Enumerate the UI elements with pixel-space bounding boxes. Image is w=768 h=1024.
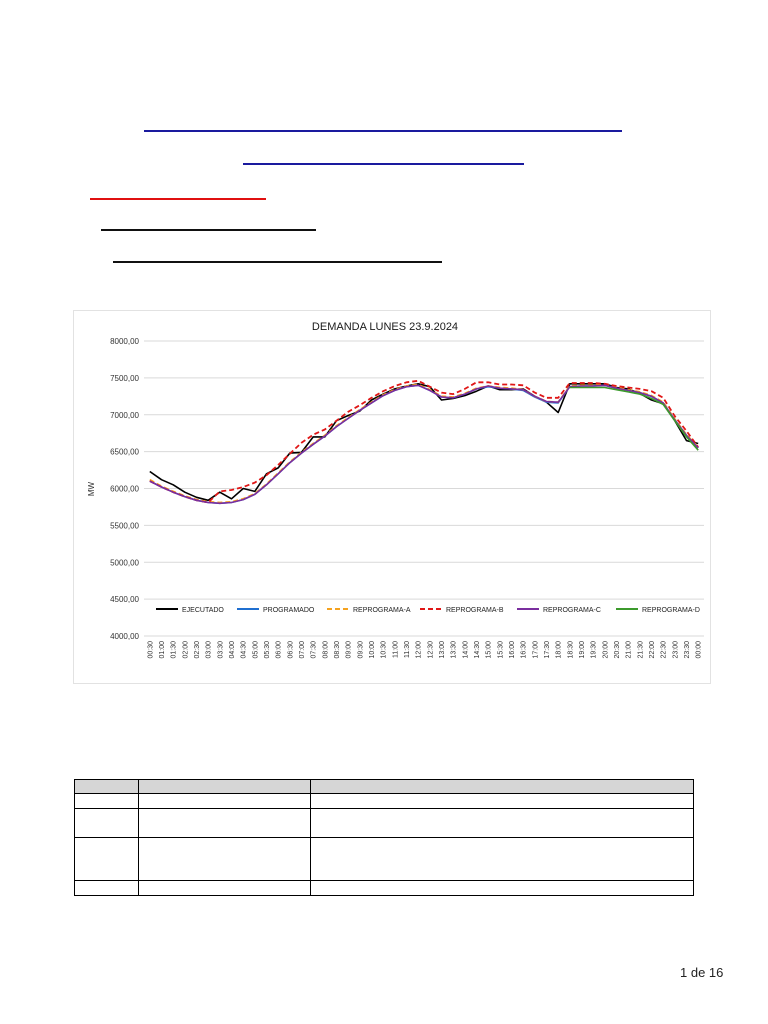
- table-cell: [75, 838, 139, 881]
- x-tick-label: 11:00: [392, 641, 400, 658]
- header-rule-2: [243, 163, 524, 165]
- header-rule-1: [144, 130, 622, 132]
- series-line-reprograma-c: [150, 385, 698, 503]
- y-axis-label: MW: [87, 481, 96, 497]
- header-rule-4: [101, 229, 316, 231]
- demand-chart: [73, 310, 711, 684]
- table-cell: [75, 780, 139, 794]
- series-layer: [150, 381, 698, 504]
- legend: [156, 607, 700, 614]
- x-tick-label: 10:30: [380, 641, 388, 659]
- x-tick-label: 03:30: [217, 641, 225, 659]
- x-tick-label: 10:00: [369, 641, 376, 659]
- x-tick-label: 22:00: [649, 641, 656, 659]
- y-tick-label: 7500,00: [110, 373, 139, 383]
- x-axis-ticks: [147, 641, 702, 659]
- x-tick-label: 23:30: [684, 641, 691, 659]
- legend-label: REPROGRAMA-D: [642, 607, 700, 614]
- x-tick-label: 01:00: [159, 641, 166, 659]
- x-tick-label: 21:30: [637, 641, 645, 659]
- header-rule-3: [90, 198, 266, 200]
- series-line-programado: [150, 385, 698, 503]
- x-tick-label: 05:00: [252, 641, 260, 659]
- y-tick-label: 5000,00: [110, 558, 139, 568]
- y-tick-label: 4500,00: [110, 595, 139, 605]
- table-cell: [75, 809, 139, 838]
- x-tick-label: 19:00: [579, 641, 586, 659]
- table-cell: [139, 881, 311, 896]
- x-tick-label: 08:00: [322, 641, 330, 659]
- table-cell: [311, 780, 694, 794]
- x-tick-label: 17:30: [544, 641, 551, 659]
- y-tick-label: 6500,00: [110, 447, 139, 457]
- x-tick-label: 11:30: [404, 641, 411, 658]
- x-tick-label: 09:00: [345, 641, 353, 659]
- x-tick-label: 12:30: [427, 641, 435, 659]
- header-rule-5: [113, 261, 442, 263]
- series-line-reprograma-b: [150, 381, 698, 503]
- table-cell: [311, 838, 694, 881]
- x-tick-label: 18:00: [555, 641, 563, 659]
- x-tick-label: 03:00: [205, 641, 213, 659]
- table-row: [75, 881, 694, 896]
- table-cell: [311, 881, 694, 896]
- x-tick-label: 13:00: [439, 641, 446, 659]
- x-tick-label: 20:00: [602, 641, 610, 659]
- x-tick-label: 04:00: [229, 641, 236, 659]
- x-tick-label: 21:00: [625, 641, 633, 659]
- y-tick-label: 8000,00: [110, 337, 139, 346]
- table-cell: [75, 881, 139, 896]
- x-tick-label: 04:30: [240, 641, 248, 659]
- y-tick-label: 6000,00: [110, 484, 139, 494]
- page-number: 1 de 16: [680, 965, 724, 980]
- y-axis-ticks: [110, 337, 139, 641]
- x-tick-label: 15:00: [485, 641, 493, 659]
- x-tick-label: 16:00: [509, 641, 516, 659]
- x-tick-label: 14:00: [462, 641, 470, 659]
- info-table: [74, 779, 694, 896]
- series-line-reprograma-a: [150, 385, 698, 503]
- legend-label: EJECUTADO: [182, 607, 224, 614]
- table-cell: [139, 838, 311, 881]
- x-tick-label: 16:30: [520, 641, 528, 659]
- y-tick-label: 5500,00: [110, 521, 139, 531]
- legend-label: REPROGRAMA-B: [446, 607, 504, 614]
- x-tick-label: 05:30: [264, 641, 271, 659]
- demand-chart-svg: [74, 311, 710, 683]
- table-body: [75, 780, 694, 896]
- x-tick-label: 15:30: [497, 641, 505, 659]
- x-tick-label: 19:30: [590, 641, 598, 659]
- x-tick-label: 13:30: [450, 641, 458, 659]
- x-tick-label: 02:00: [182, 641, 190, 659]
- table-cell: [311, 809, 694, 838]
- legend-label: REPROGRAMA-C: [543, 607, 601, 614]
- legend-label: PROGRAMADO: [263, 607, 315, 614]
- table-row: [75, 794, 694, 809]
- x-tick-label: 01:30: [170, 641, 178, 659]
- table-cell: [139, 794, 311, 809]
- x-tick-label: 06:30: [287, 641, 295, 659]
- x-tick-label: 00:00: [695, 641, 703, 659]
- x-tick-label: 20:30: [614, 641, 621, 659]
- x-tick-label: 14:30: [474, 641, 481, 659]
- x-tick-label: 12:00: [415, 641, 423, 659]
- x-tick-label: 09:30: [357, 641, 365, 659]
- table-cell: [139, 780, 311, 794]
- x-tick-label: 07:00: [299, 641, 306, 659]
- legend-label: REPROGRAMA-A: [353, 607, 411, 614]
- x-tick-label: 00:30: [147, 641, 155, 659]
- table-cell: [139, 809, 311, 838]
- series-line-reprograma-d: [570, 388, 698, 451]
- table-header-row: [75, 780, 694, 794]
- x-tick-label: 18:30: [567, 641, 575, 659]
- x-tick-label: 23:00: [672, 641, 680, 659]
- y-tick-label: 7000,00: [110, 410, 139, 420]
- chart-title: DEMANDA LUNES 23.9.2024: [311, 321, 459, 333]
- series-line-ejecutado: [150, 384, 698, 501]
- table-cell: [75, 794, 139, 809]
- x-tick-label: 17:00: [532, 641, 540, 659]
- y-tick-label: 4000,00: [110, 632, 139, 641]
- x-tick-label: 07:30: [310, 641, 318, 659]
- table-row: [75, 809, 694, 838]
- x-tick-label: 06:00: [275, 641, 283, 659]
- x-tick-label: 08:30: [334, 641, 341, 659]
- x-tick-label: 22:30: [660, 641, 668, 659]
- table-row: [75, 838, 694, 881]
- table-cell: [311, 794, 694, 809]
- x-tick-label: 02:30: [194, 641, 201, 659]
